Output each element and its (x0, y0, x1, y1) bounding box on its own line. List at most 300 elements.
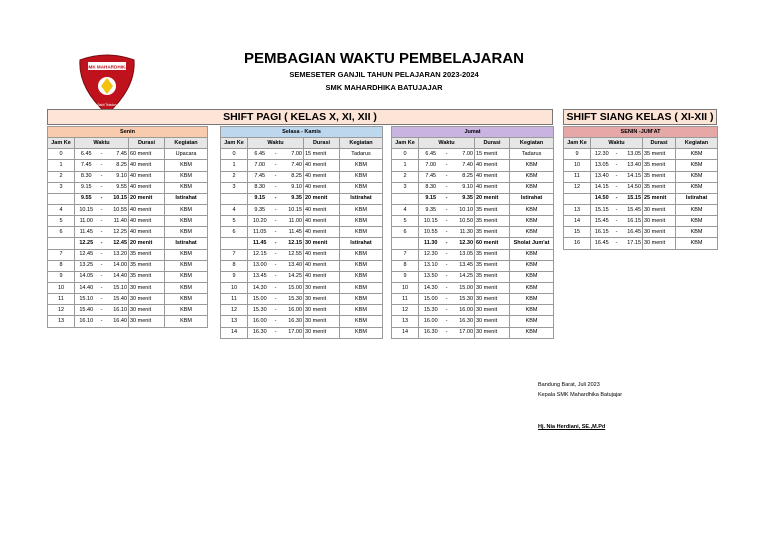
table-row (392, 327, 554, 338)
time-separator: - (443, 182, 451, 193)
time-separator: - (98, 227, 106, 238)
jam-cell: 7 (392, 249, 419, 260)
start-time-cell: 8.30 (419, 182, 443, 193)
time-separator: - (443, 227, 451, 238)
jam-cell (48, 238, 75, 249)
jam-cell: 14 (392, 327, 419, 338)
duration-cell: 40 menit (304, 216, 340, 227)
duration-cell: 30 menit (643, 238, 676, 249)
column-header-row (221, 138, 383, 149)
duration-cell: 35 menit (475, 204, 510, 215)
end-time-cell: 10.15 (106, 193, 129, 204)
activity-cell: Istirahat (340, 238, 383, 249)
time-separator: - (272, 182, 280, 193)
start-time-cell: 7.00 (419, 160, 443, 171)
schedule-table-selasa-kamis (220, 126, 383, 339)
jam-cell: 13 (564, 204, 591, 215)
start-time-cell: 11.45 (248, 238, 272, 249)
day-header-row (221, 127, 383, 138)
activity-cell: KBM (340, 305, 383, 316)
jam-cell: 14 (564, 216, 591, 227)
end-time-cell: 10.50 (451, 216, 475, 227)
day-name: Selasa - Kamis (221, 127, 383, 138)
start-time-cell: 14.30 (419, 282, 443, 293)
time-separator: - (272, 249, 280, 260)
activity-cell: KBM (510, 160, 554, 171)
table-row (392, 260, 554, 271)
jam-cell: 3 (392, 182, 419, 193)
day-header-row (564, 127, 718, 138)
shift-pagi-banner: SHIFT PAGI ( KELAS X, XI, XII ) (47, 109, 553, 125)
duration-cell: 30 menit (304, 294, 340, 305)
table-row (221, 204, 383, 215)
table-row (221, 316, 383, 327)
start-time-cell: 13.05 (591, 160, 613, 171)
day-header-row (48, 127, 208, 138)
duration-cell: 30 menit (129, 282, 165, 293)
jam-cell: 1 (392, 160, 419, 171)
table-row (221, 260, 383, 271)
end-time-cell: 8.25 (106, 160, 129, 171)
activity-cell: KBM (340, 294, 383, 305)
start-time-cell: 7.45 (248, 171, 272, 182)
start-time-cell: 12.25 (75, 238, 98, 249)
jam-cell: 13 (48, 316, 75, 327)
table-row (392, 149, 554, 160)
time-separator: - (98, 316, 106, 327)
jam-cell: 7 (48, 249, 75, 260)
table-row (564, 171, 718, 182)
table-row (48, 249, 208, 260)
duration-cell: 40 menit (129, 160, 165, 171)
table-row (564, 182, 718, 193)
duration-cell: 40 menit (304, 160, 340, 171)
duration-cell: 30 menit (304, 305, 340, 316)
duration-cell: 15 menit (475, 149, 510, 160)
end-time-cell: 7.00 (451, 149, 475, 160)
jam-cell: 5 (48, 216, 75, 227)
activity-cell: KBM (510, 249, 554, 260)
end-time-cell: 13.20 (106, 249, 129, 260)
activity-cell: KBM (165, 227, 208, 238)
break-row (221, 193, 383, 204)
activity-cell: Upacara (165, 149, 208, 160)
time-separator: - (443, 282, 451, 293)
time-separator: - (443, 327, 451, 338)
break-row (392, 193, 554, 204)
start-time-cell: 13.10 (419, 260, 443, 271)
table-row (564, 227, 718, 238)
table-row (392, 160, 554, 171)
jam-cell: 9 (392, 271, 419, 282)
table-row (392, 171, 554, 182)
table-row (564, 238, 718, 249)
duration-cell: 20 menit (475, 193, 510, 204)
time-separator: - (443, 249, 451, 260)
start-time-cell: 9.15 (248, 193, 272, 204)
time-separator: - (443, 160, 451, 171)
activity-cell: KBM (510, 227, 554, 238)
jam-cell: 3 (48, 182, 75, 193)
start-time-cell: 14.05 (75, 271, 98, 282)
duration-cell: 35 menit (643, 182, 676, 193)
duration-cell: 40 menit (129, 171, 165, 182)
table-row (221, 271, 383, 282)
start-time-cell: 16.00 (419, 316, 443, 327)
time-separator: - (98, 204, 106, 215)
jam-cell: 8 (221, 260, 248, 271)
break-row (48, 193, 208, 204)
day-name: SENIN -JUM'AT (564, 127, 718, 138)
jam-cell: 5 (221, 216, 248, 227)
time-separator: - (98, 271, 106, 282)
end-time-cell: 11.00 (280, 216, 304, 227)
break-row (392, 238, 554, 249)
time-separator: - (272, 327, 280, 338)
time-separator: - (98, 149, 106, 160)
start-time-cell: 16.15 (591, 227, 613, 238)
time-separator: - (272, 160, 280, 171)
column-header-durasi: Durasi (643, 138, 676, 149)
day-name: Jumat (392, 127, 554, 138)
table-row (221, 171, 383, 182)
duration-cell: 30 menit (475, 316, 510, 327)
table-row (392, 249, 554, 260)
break-row (564, 193, 718, 204)
time-separator: - (98, 305, 106, 316)
end-time-cell: 11.30 (451, 227, 475, 238)
start-time-cell: 6.45 (419, 149, 443, 160)
duration-cell: 15 menit (304, 149, 340, 160)
activity-cell: KBM (510, 282, 554, 293)
time-separator: - (613, 171, 621, 182)
activity-cell: KBM (510, 204, 554, 215)
start-time-cell: 9.15 (419, 193, 443, 204)
end-time-cell: 11.45 (280, 227, 304, 238)
table-row (48, 294, 208, 305)
end-time-cell: 15.40 (106, 294, 129, 305)
end-time-cell: 17.00 (280, 327, 304, 338)
table-row (392, 305, 554, 316)
jam-cell (392, 193, 419, 204)
end-time-cell: 9.35 (451, 193, 475, 204)
end-time-cell: 14.25 (280, 271, 304, 282)
column-header-kegiatan: Kegiatan (676, 138, 718, 149)
end-time-cell: 16.30 (280, 316, 304, 327)
duration-cell: 30 menit (304, 238, 340, 249)
end-time-cell: 9.10 (106, 171, 129, 182)
time-separator: - (443, 193, 451, 204)
table-row (48, 227, 208, 238)
activity-cell: Istirahat (340, 193, 383, 204)
activity-cell: KBM (165, 271, 208, 282)
end-time-cell: 16.00 (451, 305, 475, 316)
duration-cell: 40 menit (475, 160, 510, 171)
jam-cell: 7 (221, 249, 248, 260)
column-header-kegiatan: Kegiatan (165, 138, 208, 149)
table-row (48, 171, 208, 182)
end-time-cell: 14.15 (621, 171, 643, 182)
jam-cell: 14 (221, 327, 248, 338)
end-time-cell: 16.00 (280, 305, 304, 316)
activity-cell: KBM (676, 204, 718, 215)
start-time-cell: 8.30 (248, 182, 272, 193)
duration-cell: 35 menit (643, 171, 676, 182)
start-time-cell: 10.55 (419, 227, 443, 238)
end-time-cell: 14.00 (106, 260, 129, 271)
start-time-cell: 12.15 (248, 249, 272, 260)
column-header-jam: Jam Ke (48, 138, 75, 149)
activity-cell: KBM (165, 171, 208, 182)
start-time-cell: 14.15 (591, 182, 613, 193)
start-time-cell: 16.30 (248, 327, 272, 338)
end-time-cell: 7.45 (106, 149, 129, 160)
duration-cell: 40 menit (129, 204, 165, 215)
duration-cell: 40 menit (129, 216, 165, 227)
time-separator: - (272, 216, 280, 227)
end-time-cell: 13.40 (621, 160, 643, 171)
duration-cell: 20 menit (304, 193, 340, 204)
time-separator: - (98, 260, 106, 271)
time-separator: - (272, 260, 280, 271)
activity-cell: KBM (165, 204, 208, 215)
school-name: SMK MAHARDHIKA BATUJAJAR (325, 83, 443, 92)
start-time-cell: 10.15 (75, 204, 98, 215)
jam-cell: 16 (564, 238, 591, 249)
start-time-cell: 9.15 (75, 182, 98, 193)
column-header-row (392, 138, 554, 149)
end-time-cell: 9.55 (106, 182, 129, 193)
duration-cell: 35 menit (643, 160, 676, 171)
activity-cell: Tadarus (510, 149, 554, 160)
end-time-cell: 16.15 (621, 216, 643, 227)
jam-cell: 11 (392, 294, 419, 305)
end-time-cell: 13.40 (280, 260, 304, 271)
activity-cell: KBM (165, 160, 208, 171)
start-time-cell: 13.50 (419, 271, 443, 282)
duration-cell: 35 menit (129, 249, 165, 260)
activity-cell: KBM (165, 316, 208, 327)
end-time-cell: 13.05 (621, 149, 643, 160)
table-row (392, 271, 554, 282)
activity-cell: KBM (340, 182, 383, 193)
time-separator: - (443, 238, 451, 249)
time-separator: - (272, 238, 280, 249)
start-time-cell: 6.45 (248, 149, 272, 160)
start-time-cell: 9.35 (248, 204, 272, 215)
column-header-waktu: Waktu (591, 138, 643, 149)
time-separator: - (613, 216, 621, 227)
activity-cell: KBM (340, 204, 383, 215)
end-time-cell: 11.40 (106, 216, 129, 227)
table-row (221, 227, 383, 238)
start-time-cell: 8.30 (75, 171, 98, 182)
activity-cell: KBM (340, 160, 383, 171)
start-time-cell: 16.10 (75, 316, 98, 327)
time-separator: - (613, 238, 621, 249)
end-time-cell: 10.55 (106, 204, 129, 215)
duration-cell: 40 menit (475, 182, 510, 193)
jam-cell: 4 (48, 204, 75, 215)
end-time-cell: 7.40 (451, 160, 475, 171)
start-time-cell: 6.45 (75, 149, 98, 160)
start-time-cell: 15.40 (75, 305, 98, 316)
table-row (564, 216, 718, 227)
time-separator: - (272, 171, 280, 182)
table-row (392, 182, 554, 193)
duration-cell: 30 menit (129, 305, 165, 316)
start-time-cell: 16.30 (419, 327, 443, 338)
activity-cell: KBM (340, 316, 383, 327)
end-time-cell: 13.05 (451, 249, 475, 260)
jam-cell: 11 (564, 171, 591, 182)
table-row (48, 182, 208, 193)
logo-name-text: SMK MAHARDHIKA (85, 64, 129, 70)
jam-cell: 0 (392, 149, 419, 160)
jam-cell: 10 (221, 282, 248, 293)
time-separator: - (272, 227, 280, 238)
table-row (48, 305, 208, 316)
time-separator: - (443, 216, 451, 227)
table-row (221, 216, 383, 227)
column-header-row (48, 138, 208, 149)
start-time-cell: 15.45 (591, 216, 613, 227)
activity-cell: KBM (340, 282, 383, 293)
column-header-waktu: Waktu (75, 138, 129, 149)
time-separator: - (272, 149, 280, 160)
end-time-cell: 14.50 (621, 182, 643, 193)
start-time-cell: 13.25 (75, 260, 98, 271)
activity-cell: KBM (340, 327, 383, 338)
time-separator: - (98, 249, 106, 260)
duration-cell: 40 menit (304, 249, 340, 260)
activity-cell: KBM (510, 316, 554, 327)
jam-cell: 6 (392, 227, 419, 238)
column-header-jam: Jam Ke (564, 138, 591, 149)
time-separator: - (98, 160, 106, 171)
activity-cell: Tadarus (340, 149, 383, 160)
column-header-kegiatan: Kegiatan (510, 138, 554, 149)
activity-cell: KBM (676, 227, 718, 238)
duration-cell: 35 menit (129, 271, 165, 282)
activity-cell: Istirahat (165, 238, 208, 249)
table-row (564, 204, 718, 215)
end-time-cell: 16.10 (106, 305, 129, 316)
activity-cell: KBM (165, 294, 208, 305)
duration-cell: 25 menit (643, 193, 676, 204)
jam-cell: 9 (564, 149, 591, 160)
end-time-cell: 15.00 (451, 282, 475, 293)
activity-cell: KBM (340, 216, 383, 227)
column-header-waktu: Waktu (248, 138, 304, 149)
duration-cell: 35 menit (475, 249, 510, 260)
time-separator: - (98, 171, 106, 182)
jam-cell: 6 (221, 227, 248, 238)
start-time-cell: 13.40 (591, 171, 613, 182)
activity-cell: KBM (510, 216, 554, 227)
start-time-cell: 12.30 (591, 149, 613, 160)
table-row (392, 316, 554, 327)
time-separator: - (272, 316, 280, 327)
start-time-cell: 14.40 (75, 282, 98, 293)
jam-cell: 8 (48, 260, 75, 271)
duration-cell: 35 menit (643, 149, 676, 160)
duration-cell: 20 menit (129, 193, 165, 204)
duration-cell: 30 menit (643, 216, 676, 227)
activity-cell: KBM (676, 182, 718, 193)
table-row (48, 149, 208, 160)
jam-cell: 2 (48, 171, 75, 182)
duration-cell: 40 menit (129, 227, 165, 238)
column-header-jam: Jam Ke (392, 138, 419, 149)
column-header-durasi: Durasi (129, 138, 165, 149)
activity-cell: Istirahat (676, 193, 718, 204)
start-time-cell: 9.55 (75, 193, 98, 204)
end-time-cell: 9.10 (451, 182, 475, 193)
start-time-cell: 15.00 (248, 294, 272, 305)
jam-cell: 10 (48, 282, 75, 293)
time-separator: - (613, 149, 621, 160)
duration-cell: 20 menit (129, 238, 165, 249)
start-time-cell: 14.50 (591, 193, 613, 204)
time-separator: - (98, 282, 106, 293)
jam-cell (221, 238, 248, 249)
duration-cell: 40 menit (304, 227, 340, 238)
activity-cell: KBM (510, 260, 554, 271)
table-row (221, 249, 383, 260)
duration-cell: 60 menit (129, 149, 165, 160)
schedule-table-jumat (391, 126, 554, 339)
activity-cell: KBM (510, 294, 554, 305)
table-row (221, 305, 383, 316)
duration-cell: 35 menit (475, 260, 510, 271)
start-time-cell: 10.20 (248, 216, 272, 227)
start-time-cell: 16.45 (591, 238, 613, 249)
time-separator: - (443, 294, 451, 305)
table-row (564, 160, 718, 171)
start-time-cell: 10.15 (419, 216, 443, 227)
end-time-cell: 12.25 (106, 227, 129, 238)
activity-cell: KBM (165, 216, 208, 227)
duration-cell: 30 menit (475, 305, 510, 316)
activity-cell: KBM (165, 282, 208, 293)
time-separator: - (613, 204, 621, 215)
time-separator: - (613, 227, 621, 238)
table-row (48, 160, 208, 171)
duration-cell: 30 menit (643, 204, 676, 215)
duration-cell: 30 menit (304, 327, 340, 338)
logo-motto-text: Bakti Teladan (97, 103, 117, 107)
activity-cell: Istirahat (165, 193, 208, 204)
start-time-cell: 12.45 (75, 249, 98, 260)
duration-cell: 30 menit (475, 282, 510, 293)
duration-cell: 40 menit (304, 260, 340, 271)
end-time-cell: 12.45 (106, 238, 129, 249)
end-time-cell: 15.45 (621, 204, 643, 215)
time-separator: - (272, 294, 280, 305)
time-separator: - (443, 271, 451, 282)
signature-name: Hj. Nia Herdiani, SE.,M.Pd (538, 424, 606, 430)
table-row (221, 282, 383, 293)
table-row (48, 271, 208, 282)
table-row (392, 227, 554, 238)
time-separator: - (272, 271, 280, 282)
table-row (221, 294, 383, 305)
end-time-cell: 12.55 (280, 249, 304, 260)
end-time-cell: 15.10 (106, 282, 129, 293)
jam-cell: 6 (48, 227, 75, 238)
duration-cell: 60 menit (475, 238, 510, 249)
